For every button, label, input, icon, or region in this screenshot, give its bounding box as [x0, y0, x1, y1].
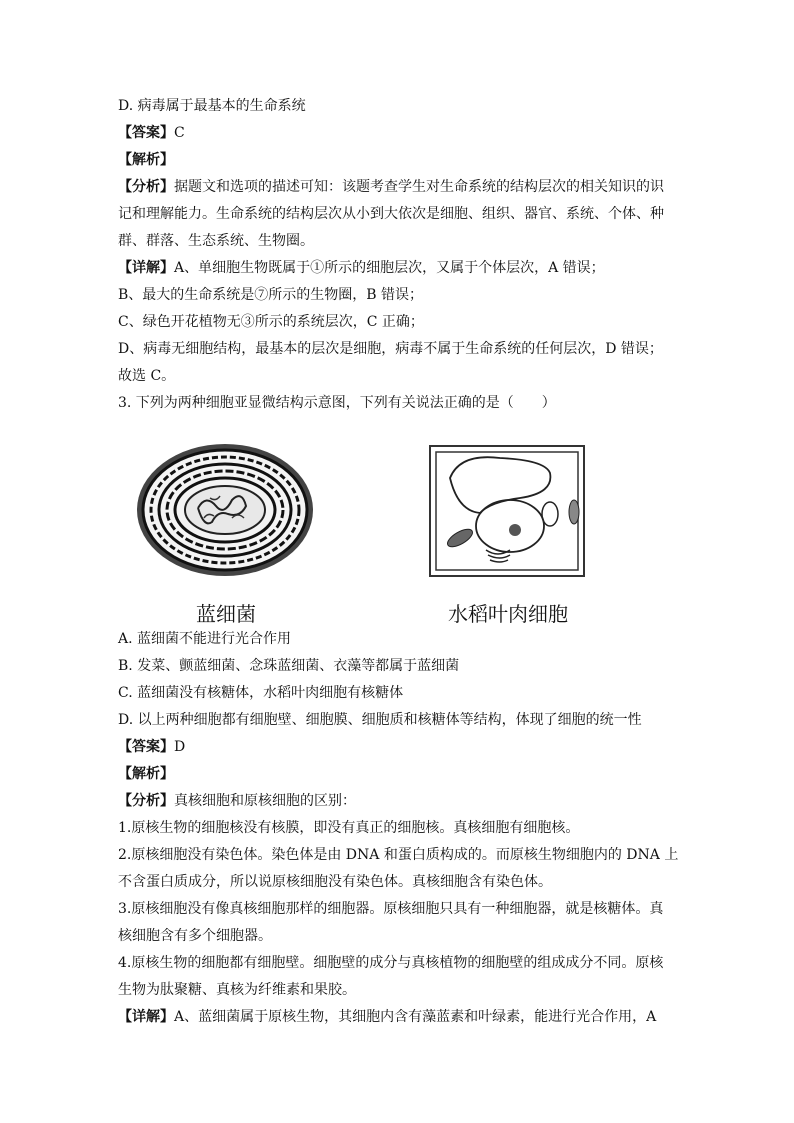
conclusion-line: 故选 C。 [118, 368, 176, 384]
analysis-line: 【分析】据题文和选项的描述可知：该题考查学生对生命系统的结构层次的相关知识的识 [118, 179, 664, 195]
analysis-line: 记和理解能力。生命系统的结构层次从小到大依次是细胞、组织、器官、系统、个体、种 [118, 206, 664, 222]
analysis-line: 2.原核细胞没有染色体。染色体是由 DNA 和蛋白质构成的。而原核生物细胞内的 DNA 上 [118, 847, 679, 863]
plant-cell-illustration [430, 446, 584, 576]
detail-line: C、绿色开花植物无③所示的系统层次，C 正确； [118, 314, 424, 330]
rice-mesophyll-cell-caption: 水稻叶肉细胞 [448, 602, 568, 626]
analysis-heading: 【解析】 [118, 766, 174, 782]
option-b: B. 发菜、颤蓝细菌、念珠蓝细菌、衣藻等都属于蓝细菌 [118, 658, 460, 674]
analysis-line: 1.原核生物的细胞核没有核膜，即没有真正的细胞核。真核细胞有细胞核。 [118, 820, 580, 836]
analysis-line: 核细胞含有多个细胞器。 [118, 928, 272, 944]
option-d-line: D. 病毒属于最基本的生命系统 [118, 98, 306, 114]
question-3-stem: 3. 下列为两种细胞亚显微结构示意图，下列有关说法正确的是（ ） [118, 395, 556, 411]
option-d: D. 以上两种细胞都有细胞壁、细胞膜、细胞质和核糖体等结构，体现了细胞的统一性 [118, 712, 642, 728]
option-c: C. 蓝细菌没有核糖体，水稻叶肉细胞有核糖体 [118, 685, 404, 701]
detail-line: B、最大的生命系统是⑦所示的生物圈，B 错误； [118, 287, 424, 303]
answer-line: 【答案】D [118, 739, 186, 755]
cyanobacterium-illustration [137, 444, 313, 576]
cyanobacteria-caption: 蓝细菌 [196, 602, 256, 626]
detail-line: D、病毒无细胞结构，最基本的层次是细胞，病毒不属于生命系统的任何层次，D 错误； [118, 341, 663, 357]
analysis-heading: 【解析】 [118, 152, 174, 168]
analysis-line: 4.原核生物的细胞都有细胞壁。细胞壁的成分与真核植物的细胞壁的组成成分不同。原核 [118, 955, 664, 971]
analysis-line: 不含蛋白质成分，所以说原核细胞没有染色体。真核细胞含有染色体。 [118, 874, 552, 890]
analysis-line: 【分析】真核细胞和原核细胞的区别： [118, 793, 356, 809]
analysis-line: 生物为肽聚糖、真核为纤维素和果胶。 [118, 982, 356, 998]
detail-line: 【详解】A、单细胞生物既属于①所示的细胞层次，又属于个体层次，A 错误； [118, 260, 605, 276]
option-a: A. 蓝细菌不能进行光合作用 [118, 631, 292, 647]
detail-line: 【详解】A、蓝细菌属于原核生物，其细胞内含有藻蓝素和叶绿素，能进行光合作用，A [118, 1009, 657, 1025]
answer-line: 【答案】C [118, 125, 185, 141]
analysis-line: 群、群落、生态系统、生物圈。 [118, 233, 314, 249]
analysis-line: 3.原核细胞没有像真核细胞那样的细胞器。原核细胞只具有一种细胞器，就是核糖体。真 [118, 901, 664, 917]
